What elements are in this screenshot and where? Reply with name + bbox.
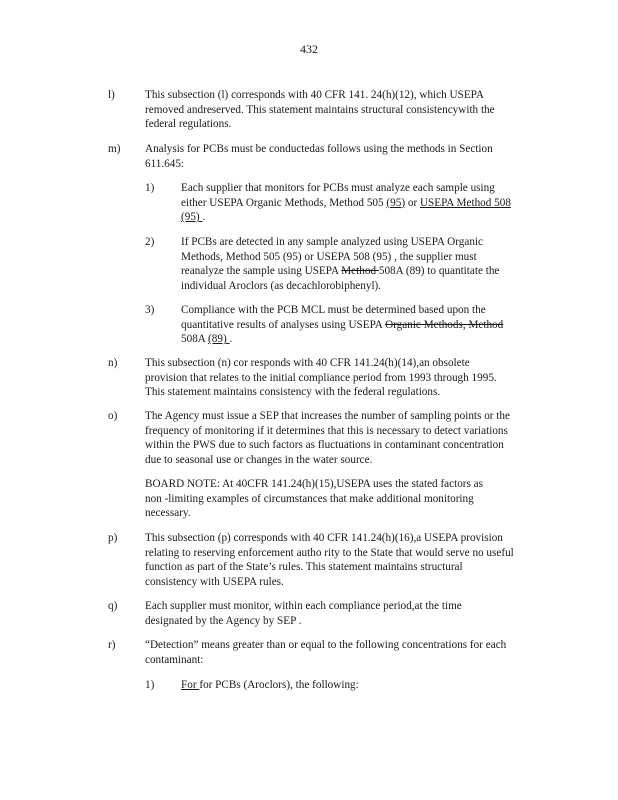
paragraph-r1 bbox=[181, 678, 359, 693]
paragraph-n bbox=[145, 356, 497, 400]
text-line: federal regulations. bbox=[145, 118, 232, 131]
text-line: within the PWS due to such factors as fluctuations in contaminant concentration bbox=[145, 439, 504, 452]
text-line: provision that relates to the initial compliance period from 1993 through 1995. bbox=[145, 371, 497, 384]
text-line: “Detection” means greater than or equal to the following concentrations for each bbox=[145, 639, 507, 651]
text-line: due to seasonal use or changes in the water source. bbox=[145, 453, 373, 466]
text-line: Compliance with the PCB MCL must be determined based upon the bbox=[181, 304, 486, 316]
text-segment: or bbox=[405, 196, 420, 209]
item-label-l: l) bbox=[108, 89, 115, 101]
text-line bbox=[181, 678, 359, 693]
deleted-text: Method bbox=[341, 265, 379, 278]
subitem-label-m3: 3) bbox=[145, 304, 155, 316]
board-note bbox=[145, 477, 483, 521]
inserted-text: (95) bbox=[181, 211, 203, 224]
subitem-label-r1: 1) bbox=[145, 679, 155, 691]
text-line: BOARD NOTE: At 40CFR 141.24(h)(15),USEPA uses the stated factors as bbox=[145, 478, 483, 490]
text-segment: . bbox=[202, 211, 206, 224]
paragraph-q bbox=[145, 599, 462, 628]
item-label-r: r) bbox=[108, 639, 116, 651]
item-label-q: q) bbox=[108, 600, 118, 612]
deleted-text: Organic Methods, Method bbox=[385, 318, 504, 331]
text-line: This statement maintains consistency with the federal regulations. bbox=[145, 386, 441, 399]
text-segment: reanalyze the sample using USEPA bbox=[181, 265, 342, 278]
text-segment: for PCBs (Aroclors), the following: bbox=[199, 679, 359, 691]
text-line: designated by the Agency by SEP . bbox=[145, 614, 302, 627]
text-line: Each supplier that monitors for PCBs must analyze each sample using bbox=[181, 182, 495, 194]
text-line: necessary. bbox=[145, 507, 191, 520]
text-line: This subsection (p) corresponds with 40 CFR 141.24(h)(16),a USEPA provision bbox=[145, 532, 503, 544]
text-segment: 508A bbox=[181, 333, 209, 346]
text-line bbox=[181, 196, 511, 211]
text-line: This subsection (l) corresponds with 40 CFR 141. 24(h)(12), which USEPA bbox=[145, 89, 484, 101]
subitem-label-m2: 2) bbox=[145, 236, 155, 248]
text-segment: 508A (89) to quantitate the bbox=[378, 265, 500, 278]
item-label-o: o) bbox=[108, 410, 118, 422]
paragraph-p bbox=[145, 531, 514, 589]
text-line: This subsection (n) cor responds with 40 CFR 141.24(h)(14),an obsolete bbox=[145, 357, 470, 369]
inserted-text: USEPA Method 508 bbox=[419, 196, 511, 209]
text-line: Analysis for PCBs must be conductedas follows using the methods in Section bbox=[145, 143, 493, 155]
text-line bbox=[181, 210, 511, 225]
item-label-m: m) bbox=[108, 143, 121, 155]
text-line: 611.645: bbox=[145, 157, 185, 170]
text-line: If PCBs are detected in any sample analyzed using USEPA Organic bbox=[181, 236, 484, 248]
text-line: removed andreserved. This statement maintains structural consistencywith the bbox=[145, 103, 495, 116]
paragraph-m bbox=[145, 142, 493, 171]
paragraph-o bbox=[145, 409, 510, 467]
item-label-p: p) bbox=[108, 532, 118, 544]
paragraph-m3 bbox=[181, 303, 503, 347]
paragraph-m2 bbox=[181, 235, 499, 293]
text-line: contaminant: bbox=[145, 653, 204, 666]
text-line: Each supplier must monitor, within each compliance period,at the time bbox=[145, 600, 462, 612]
text-line: consistency with USEPA rules. bbox=[145, 575, 284, 588]
inserted-text: (89) bbox=[208, 333, 230, 346]
inserted-text: For bbox=[181, 679, 200, 691]
text-segment: either USEPA Organic Methods, Method 505 bbox=[181, 196, 387, 209]
subitem-label-m1: 1) bbox=[145, 182, 155, 194]
text-line bbox=[181, 318, 503, 333]
text-segment: quantitative results of analyses using USEPA bbox=[181, 318, 386, 331]
text-line: non -limiting examples of circumstances that make additional monitoring bbox=[145, 492, 474, 505]
item-label-n: n) bbox=[108, 357, 118, 369]
text-line: Methods, Method 505 (95) or USEPA 508 (95) , the supplier must bbox=[181, 250, 477, 263]
paragraph-l bbox=[145, 88, 495, 132]
text-line: relating to reserving enforcement autho rity to the State that would serve no useful bbox=[145, 546, 514, 559]
text-line: function as part of the State’s rules. This statement maintains structural bbox=[145, 561, 463, 574]
text-line: individual Aroclors (as decachlorobiphenyl). bbox=[181, 279, 382, 292]
text-segment: . bbox=[229, 333, 233, 346]
text-line bbox=[181, 264, 499, 279]
page-number: 432 bbox=[300, 42, 318, 56]
paragraph-r bbox=[145, 638, 506, 667]
inserted-text: (95) bbox=[386, 196, 406, 209]
text-line bbox=[181, 332, 503, 347]
text-line: frequency of monitoring if it determines that this is necessary to detect variations bbox=[145, 424, 508, 437]
text-line: The Agency must issue a SEP that increases the number of sampling points or the bbox=[145, 410, 510, 422]
paragraph-m1 bbox=[181, 181, 511, 225]
